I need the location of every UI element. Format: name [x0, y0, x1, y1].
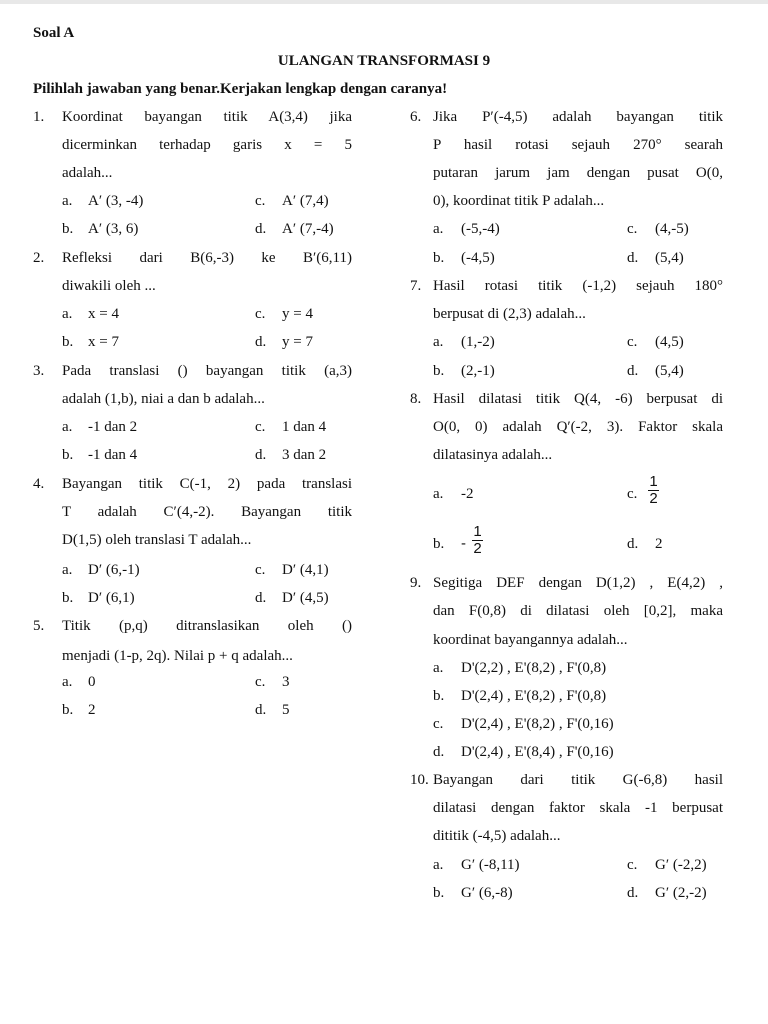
option-d: 5: [282, 702, 290, 718]
option-b-fraction: [472, 524, 483, 557]
question-text: berpusat di (2,3) adalah...: [433, 306, 586, 322]
option-letter: a.: [433, 221, 444, 237]
option-b: (2,-1): [461, 363, 495, 379]
option-c: (4,5): [655, 334, 684, 350]
question-text: dan F(0,8) di dilatasi oleh [0,2], maka: [433, 603, 723, 619]
option-b: D′ (6,1): [88, 590, 135, 606]
question-text: putaran jarum jam dengan pusat O(0,: [433, 165, 723, 181]
question-text: Segitiga DEF dengan D(1,2) , E(4,2) ,: [433, 575, 723, 591]
question-text: P hasil rotasi sejauh 270° searah: [433, 137, 723, 153]
option-c: y = 4: [282, 306, 313, 322]
question-text: adalah...: [62, 165, 113, 181]
question-text: Hasil dilatasi titik Q(4, -6) berpusat di: [433, 391, 723, 407]
option-letter: b.: [433, 536, 445, 552]
option-letter: a.: [62, 193, 73, 209]
option-a: A′ (3, -4): [88, 193, 144, 209]
option-d: A′ (7,-4): [282, 221, 334, 237]
fraction-denominator: 2: [473, 540, 482, 557]
option-letter: b.: [62, 702, 74, 718]
option-a: (1,-2): [461, 334, 495, 350]
option-letter: d.: [627, 885, 639, 901]
option-letter: d.: [627, 363, 639, 379]
option-letter: c.: [627, 221, 638, 237]
option-letter: d.: [255, 447, 267, 463]
question-number: 10.: [410, 772, 429, 788]
option-letter: d.: [627, 536, 639, 552]
option-b: A′ (3, 6): [88, 221, 139, 237]
option-letter: a.: [62, 306, 73, 322]
question-text: dilatasi dengan faktor skala -1 berpusat: [433, 800, 723, 816]
option-d: 2: [655, 536, 663, 552]
option-letter: a.: [62, 674, 73, 690]
option-letter: b.: [62, 334, 74, 350]
option-b: (-4,5): [461, 250, 495, 266]
option-letter: d.: [255, 590, 267, 606]
question-text: diwakili oleh ...: [62, 278, 156, 294]
option-letter: c.: [255, 306, 266, 322]
option-b: x = 7: [88, 334, 119, 350]
option-letter: b.: [433, 688, 445, 704]
question-text: dititik (-4,5) adalah...: [433, 828, 561, 844]
option-letter: b.: [62, 221, 74, 237]
question-text: dicerminkan terhadap garis x = 5: [62, 137, 352, 153]
option-a: 0: [88, 674, 96, 690]
option-b: D'(2,4) , E'(8,2) , F'(0,8): [461, 688, 607, 704]
option-b: -1 dan 4: [88, 447, 138, 463]
option-b-sign: -: [461, 535, 466, 552]
question-number: 7.: [410, 278, 422, 294]
option-letter: a.: [62, 419, 73, 435]
option-c: G′ (-2,2): [655, 857, 707, 873]
fraction-numerator: 1: [473, 523, 482, 540]
option-letter: d.: [255, 702, 267, 718]
question-number: 5.: [33, 618, 45, 634]
option-letter: b.: [62, 590, 74, 606]
top-border: [0, 0, 768, 4]
question-text: Titik (p,q) ditranslasikan oleh (): [62, 618, 352, 634]
option-d: G′ (2,-2): [655, 885, 707, 901]
question-number: 6.: [410, 109, 422, 125]
option-b: 2: [88, 702, 96, 718]
option-c: (4,-5): [655, 221, 689, 237]
question-text: Refleksi dari B(6,-3) ke B′(6,11): [62, 250, 352, 266]
option-c: 1 dan 4: [282, 419, 327, 435]
option-letter: b.: [433, 363, 445, 379]
question-text: Bayangan titik C(-1, 2) pada translasi: [62, 476, 352, 492]
question-number: 8.: [410, 391, 422, 407]
option-d: D'(2,4) , E'(8,4) , F'(0,16): [461, 744, 614, 760]
question-text: Jika P′(-4,5) adalah bayangan titik: [433, 109, 723, 125]
option-a: -1 dan 2: [88, 419, 138, 435]
question-number: 4.: [33, 476, 45, 492]
question-text: koordinat bayangannya adalah...: [433, 632, 628, 648]
question-text: dilatasinya adalah...: [433, 447, 553, 463]
page-title: ULANGAN TRANSFORMASI 9: [277, 53, 491, 69]
option-letter: a.: [433, 857, 444, 873]
option-letter: c.: [627, 334, 638, 350]
fraction-denominator: 2: [649, 490, 658, 507]
option-d: D′ (4,5): [282, 590, 329, 606]
option-a: D'(2,2) , E'(8,2) , F'(0,8): [461, 660, 607, 676]
option-letter: b.: [433, 885, 445, 901]
soal-label: Soal A: [33, 25, 75, 41]
option-letter: b.: [62, 447, 74, 463]
question-text: Hasil rotasi titik (-1,2) sejauh 180°: [433, 278, 723, 294]
option-c: 3: [282, 674, 290, 690]
question-number: 2.: [33, 250, 45, 266]
option-a: x = 4: [88, 306, 119, 322]
fraction-numerator: 1: [649, 473, 658, 490]
option-c: A′ (7,4): [282, 193, 329, 209]
option-letter: a.: [433, 334, 444, 350]
option-letter: a.: [433, 660, 444, 676]
option-a: G′ (-8,11): [461, 857, 520, 873]
option-a: D′ (6,-1): [88, 562, 140, 578]
option-letter: a.: [62, 562, 73, 578]
option-c: D'(2,4) , E'(8,2) , F'(0,16): [461, 716, 614, 732]
option-d: y = 7: [282, 334, 313, 350]
option-letter: c.: [255, 562, 266, 578]
question-text: 0), koordinat titik P adalah...: [433, 193, 605, 209]
question-text: Bayangan dari titik G(-6,8) hasil: [433, 772, 723, 788]
option-letter: d.: [433, 744, 445, 760]
option-letter: d.: [627, 250, 639, 266]
option-letter: c.: [255, 419, 266, 435]
question-text: Koordinat bayangan titik A(3,4) jika: [62, 109, 352, 125]
option-d: (5,4): [655, 250, 684, 266]
question-text: menjadi (1-p, 2q). Nilai p + q adalah...: [62, 648, 293, 664]
option-letter: c.: [433, 716, 444, 732]
option-letter: b.: [433, 250, 445, 266]
option-d: 3 dan 2: [282, 447, 327, 463]
option-a: -2: [461, 486, 474, 502]
question-number: 9.: [410, 575, 422, 591]
question-text: O(0, 0) adalah Q′(-2, 3). Faktor skala: [433, 419, 723, 435]
option-letter: d.: [255, 221, 267, 237]
option-letter: c.: [627, 486, 638, 502]
option-d: (5,4): [655, 363, 684, 379]
instruction: Pilihlah jawaban yang benar.Kerjakan lengkap dengan caranya!: [33, 81, 448, 97]
question-number: 3.: [33, 363, 45, 379]
option-c: D′ (4,1): [282, 562, 329, 578]
option-letter: c.: [627, 857, 638, 873]
question-text: Pada translasi () bayangan titik (a,3): [62, 363, 352, 379]
option-letter: c.: [255, 193, 266, 209]
question-text: T adalah C′(4,-2). Bayangan titik: [62, 504, 352, 520]
option-letter: a.: [433, 486, 444, 502]
option-letter: c.: [255, 674, 266, 690]
question-text: adalah (1,b), niai a dan b adalah...: [62, 391, 265, 407]
option-b: G′ (6,-8): [461, 885, 513, 901]
option-c-fraction: [648, 474, 659, 507]
question-number: 1.: [33, 109, 45, 125]
option-letter: d.: [255, 334, 267, 350]
question-text: D(1,5) oleh translasi T adalah...: [62, 532, 252, 548]
option-a: (-5,-4): [461, 221, 500, 237]
